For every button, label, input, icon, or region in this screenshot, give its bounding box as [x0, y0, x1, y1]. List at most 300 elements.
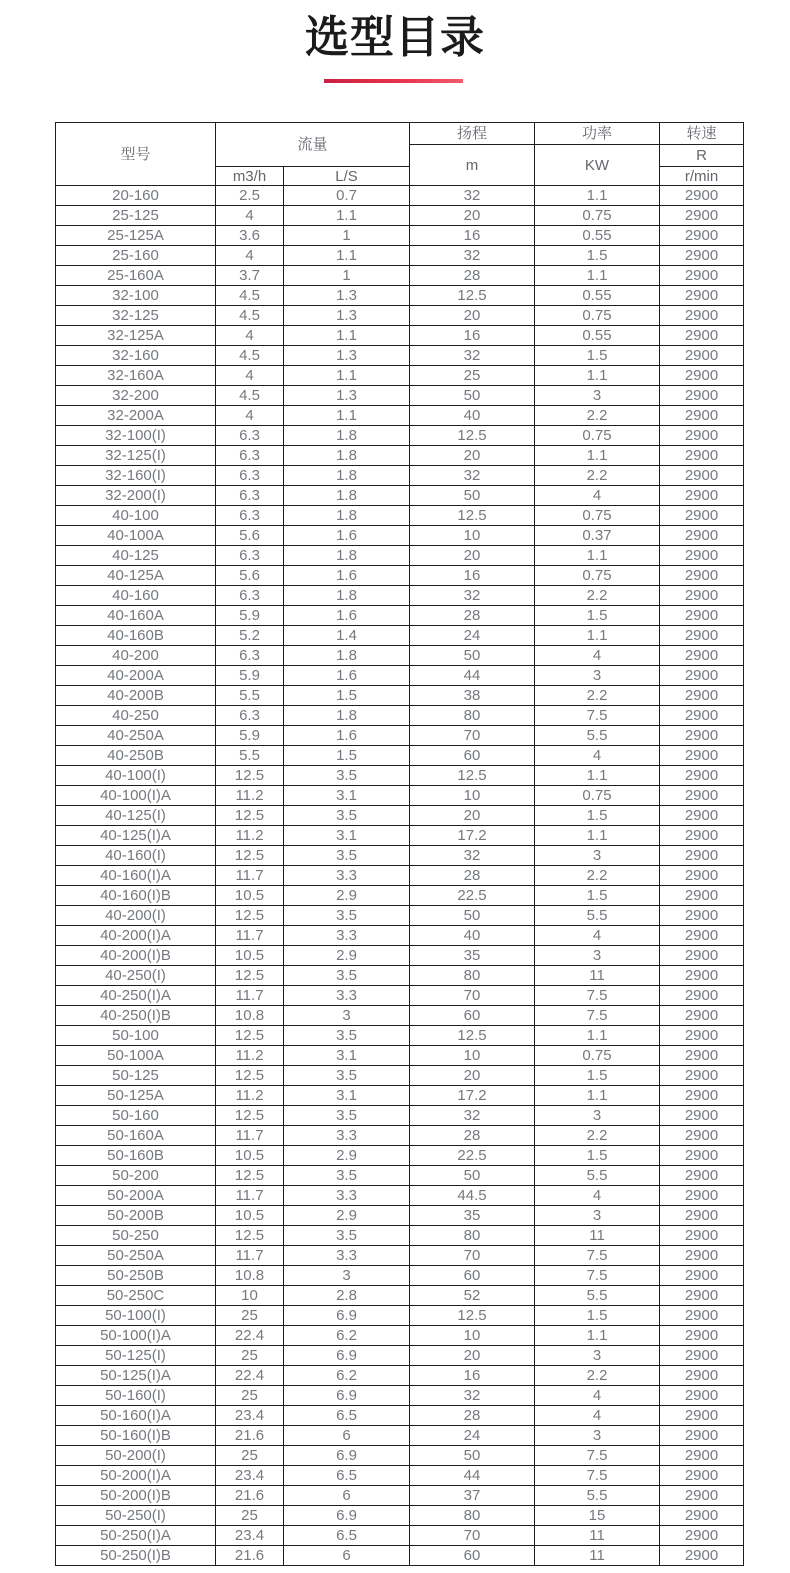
- table-row: [56, 1406, 744, 1426]
- cell-power_kw: 5.5: [535, 1166, 660, 1186]
- table-row: [56, 1086, 744, 1106]
- cell-power_kw: 1.1: [535, 826, 660, 846]
- table-row: [56, 926, 744, 946]
- cell-head_m: 17.2: [410, 1086, 535, 1106]
- cell-speed_rmin: 2900: [660, 1366, 744, 1386]
- cell-power_kw: 1.5: [535, 606, 660, 626]
- cell-speed_rmin: 2900: [660, 1206, 744, 1226]
- cell-head_m: 80: [410, 966, 535, 986]
- table-row: [56, 486, 744, 506]
- cell-speed_rmin: 2900: [660, 646, 744, 666]
- cell-power_kw: 4: [535, 646, 660, 666]
- cell-power_kw: 2.2: [535, 586, 660, 606]
- header-head-unit: m: [410, 145, 535, 186]
- header-speed-unit-rmin: r/min: [660, 167, 744, 186]
- cell-head_m: 32: [410, 246, 535, 266]
- cell-model: 40-250(I): [56, 966, 216, 986]
- cell-power_kw: 5.5: [535, 906, 660, 926]
- cell-flow_ls: 3.1: [284, 786, 410, 806]
- cell-model: 40-250: [56, 706, 216, 726]
- cell-flow_ls: 1.6: [284, 566, 410, 586]
- cell-speed_rmin: 2900: [660, 1086, 744, 1106]
- cell-speed_rmin: 2900: [660, 766, 744, 786]
- cell-power_kw: 1.1: [535, 1326, 660, 1346]
- table-row: [56, 946, 744, 966]
- cell-speed_rmin: 2900: [660, 1226, 744, 1246]
- cell-model: 50-250(I)B: [56, 1546, 216, 1566]
- cell-flow_ls: 1.1: [284, 406, 410, 426]
- cell-flow_m3h: 10.5: [216, 1206, 284, 1226]
- cell-head_m: 12.5: [410, 506, 535, 526]
- cell-flow_m3h: 11.7: [216, 986, 284, 1006]
- cell-flow_m3h: 4.5: [216, 386, 284, 406]
- table-row: [56, 726, 744, 746]
- cell-flow_ls: 6.9: [284, 1446, 410, 1466]
- cell-head_m: 44: [410, 666, 535, 686]
- table-row: [56, 286, 744, 306]
- cell-head_m: 70: [410, 1526, 535, 1546]
- cell-flow_m3h: 5.5: [216, 686, 284, 706]
- cell-power_kw: 0.75: [535, 426, 660, 446]
- cell-power_kw: 0.75: [535, 506, 660, 526]
- cell-flow_m3h: 10: [216, 1286, 284, 1306]
- cell-model: 40-250(I)B: [56, 1006, 216, 1026]
- cell-head_m: 16: [410, 226, 535, 246]
- cell-head_m: 38: [410, 686, 535, 706]
- cell-flow_m3h: 11.7: [216, 1126, 284, 1146]
- cell-head_m: 28: [410, 866, 535, 886]
- cell-model: 50-200: [56, 1166, 216, 1186]
- cell-flow_ls: 3.5: [284, 1026, 410, 1046]
- cell-power_kw: 1.5: [535, 1146, 660, 1166]
- cell-flow_ls: 1: [284, 226, 410, 246]
- cell-power_kw: 2.2: [535, 686, 660, 706]
- table-row: [56, 246, 744, 266]
- cell-flow_m3h: 10.5: [216, 946, 284, 966]
- cell-model: 25-125: [56, 206, 216, 226]
- cell-model: 40-100(I)A: [56, 786, 216, 806]
- cell-head_m: 24: [410, 1426, 535, 1446]
- cell-power_kw: 1.5: [535, 1066, 660, 1086]
- cell-head_m: 52: [410, 1286, 535, 1306]
- cell-power_kw: 3: [535, 946, 660, 966]
- cell-flow_ls: 6: [284, 1546, 410, 1566]
- cell-speed_rmin: 2900: [660, 266, 744, 286]
- cell-flow_ls: 6: [284, 1486, 410, 1506]
- cell-model: 50-250(I)A: [56, 1526, 216, 1546]
- cell-flow_m3h: 25: [216, 1386, 284, 1406]
- cell-flow_ls: 2.9: [284, 1146, 410, 1166]
- table-row: [56, 686, 744, 706]
- table-row: [56, 526, 744, 546]
- cell-speed_rmin: 2900: [660, 1186, 744, 1206]
- cell-speed_rmin: 2900: [660, 366, 744, 386]
- cell-flow_ls: 1.3: [284, 286, 410, 306]
- cell-model: 32-160(I): [56, 466, 216, 486]
- cell-model: 25-160A: [56, 266, 216, 286]
- cell-model: 50-250C: [56, 1286, 216, 1306]
- cell-model: 40-200(I)A: [56, 926, 216, 946]
- cell-model: 32-200(I): [56, 486, 216, 506]
- cell-head_m: 32: [410, 186, 535, 206]
- cell-head_m: 20: [410, 306, 535, 326]
- cell-flow_ls: 6.5: [284, 1466, 410, 1486]
- cell-head_m: 50: [410, 1166, 535, 1186]
- cell-flow_m3h: 4: [216, 206, 284, 226]
- cell-power_kw: 1.1: [535, 546, 660, 566]
- table-row: [56, 1126, 744, 1146]
- cell-power_kw: 1.5: [535, 246, 660, 266]
- cell-model: 20-160: [56, 186, 216, 206]
- cell-flow_m3h: 4.5: [216, 286, 284, 306]
- cell-flow_ls: 3.5: [284, 806, 410, 826]
- table-row: [56, 426, 744, 446]
- cell-speed_rmin: 2900: [660, 1166, 744, 1186]
- cell-head_m: 32: [410, 346, 535, 366]
- table-row: [56, 566, 744, 586]
- cell-flow_m3h: 11.2: [216, 1046, 284, 1066]
- cell-speed_rmin: 2900: [660, 286, 744, 306]
- cell-speed_rmin: 2900: [660, 786, 744, 806]
- cell-power_kw: 1.1: [535, 1086, 660, 1106]
- table-row: [56, 1026, 744, 1046]
- cell-model: 50-200(I): [56, 1446, 216, 1466]
- cell-power_kw: 1.1: [535, 366, 660, 386]
- cell-speed_rmin: 2900: [660, 506, 744, 526]
- cell-power_kw: 7.5: [535, 1266, 660, 1286]
- cell-model: 32-160A: [56, 366, 216, 386]
- cell-power_kw: 7.5: [535, 1446, 660, 1466]
- cell-head_m: 37: [410, 1486, 535, 1506]
- table-row: [56, 706, 744, 726]
- cell-flow_m3h: 25: [216, 1506, 284, 1526]
- table-row: [56, 466, 744, 486]
- cell-flow_ls: 1.8: [284, 586, 410, 606]
- table-row: [56, 626, 744, 646]
- cell-head_m: 80: [410, 706, 535, 726]
- cell-model: 40-250A: [56, 726, 216, 746]
- cell-power_kw: 3: [535, 1206, 660, 1226]
- cell-power_kw: 3: [535, 1346, 660, 1366]
- cell-flow_m3h: 11.2: [216, 786, 284, 806]
- header-power: 功率: [535, 123, 660, 145]
- cell-flow_ls: 1.1: [284, 206, 410, 226]
- cell-speed_rmin: 2900: [660, 206, 744, 226]
- cell-head_m: 16: [410, 1366, 535, 1386]
- cell-model: 50-160: [56, 1106, 216, 1126]
- cell-model: 40-160(I): [56, 846, 216, 866]
- cell-flow_m3h: 10.8: [216, 1266, 284, 1286]
- cell-head_m: 60: [410, 1546, 535, 1566]
- cell-power_kw: 1.1: [535, 626, 660, 646]
- cell-head_m: 32: [410, 1386, 535, 1406]
- cell-head_m: 22.5: [410, 1146, 535, 1166]
- cell-head_m: 20: [410, 806, 535, 826]
- table-row: [56, 1146, 744, 1166]
- cell-head_m: 20: [410, 1066, 535, 1086]
- cell-speed_rmin: 2900: [660, 486, 744, 506]
- cell-model: 50-160(I)B: [56, 1426, 216, 1446]
- table-row: [56, 1346, 744, 1366]
- cell-flow_ls: 3.5: [284, 1066, 410, 1086]
- cell-flow_ls: 6.9: [284, 1306, 410, 1326]
- cell-flow_ls: 1.5: [284, 686, 410, 706]
- cell-flow_m3h: 10.5: [216, 886, 284, 906]
- cell-flow_ls: 3.1: [284, 826, 410, 846]
- cell-power_kw: 11: [535, 966, 660, 986]
- table-row: [56, 1506, 744, 1526]
- header-power-unit: KW: [535, 145, 660, 186]
- cell-model: 40-100A: [56, 526, 216, 546]
- cell-model: 32-125(I): [56, 446, 216, 466]
- cell-model: 50-160A: [56, 1126, 216, 1146]
- cell-power_kw: 0.75: [535, 206, 660, 226]
- cell-flow_m3h: 4: [216, 246, 284, 266]
- cell-speed_rmin: 2900: [660, 1126, 744, 1146]
- cell-speed_rmin: 2900: [660, 966, 744, 986]
- cell-head_m: 16: [410, 326, 535, 346]
- table-row: [56, 1426, 744, 1446]
- cell-head_m: 12.5: [410, 1306, 535, 1326]
- cell-speed_rmin: 2900: [660, 1246, 744, 1266]
- cell-flow_ls: 3: [284, 1266, 410, 1286]
- cell-power_kw: 7.5: [535, 1246, 660, 1266]
- cell-flow_m3h: 11.7: [216, 866, 284, 886]
- table-row: [56, 1366, 744, 1386]
- table-row: [56, 1006, 744, 1026]
- cell-flow_ls: 3.5: [284, 1106, 410, 1126]
- catalog-page: [0, 14, 790, 1566]
- cell-flow_m3h: 5.9: [216, 606, 284, 626]
- cell-model: 40-200: [56, 646, 216, 666]
- cell-speed_rmin: 2900: [660, 246, 744, 266]
- cell-power_kw: 3: [535, 846, 660, 866]
- cell-flow_m3h: 6.3: [216, 486, 284, 506]
- cell-head_m: 12.5: [410, 1026, 535, 1046]
- cell-model: 50-100A: [56, 1046, 216, 1066]
- cell-flow_m3h: 22.4: [216, 1326, 284, 1346]
- cell-head_m: 20: [410, 206, 535, 226]
- cell-head_m: 16: [410, 566, 535, 586]
- cell-flow_m3h: 12.5: [216, 806, 284, 826]
- cell-head_m: 32: [410, 466, 535, 486]
- cell-flow_ls: 3.5: [284, 846, 410, 866]
- cell-model: 40-125(I)A: [56, 826, 216, 846]
- cell-flow_m3h: 6.3: [216, 446, 284, 466]
- cell-flow_ls: 3.3: [284, 1186, 410, 1206]
- cell-flow_ls: 3.3: [284, 986, 410, 1006]
- cell-speed_rmin: 2900: [660, 526, 744, 546]
- cell-head_m: 20: [410, 546, 535, 566]
- cell-model: 32-200: [56, 386, 216, 406]
- cell-power_kw: 4: [535, 1406, 660, 1426]
- table-row: [56, 1206, 744, 1226]
- cell-flow_ls: 6: [284, 1426, 410, 1446]
- table-row: [56, 646, 744, 666]
- cell-speed_rmin: 2900: [660, 386, 744, 406]
- cell-flow_m3h: 6.3: [216, 466, 284, 486]
- cell-flow_ls: 1.5: [284, 746, 410, 766]
- cell-power_kw: 2.2: [535, 466, 660, 486]
- cell-flow_m3h: 12.5: [216, 846, 284, 866]
- cell-speed_rmin: 2900: [660, 866, 744, 886]
- cell-head_m: 50: [410, 646, 535, 666]
- cell-flow_m3h: 21.6: [216, 1546, 284, 1566]
- header-model: 型号: [56, 123, 216, 186]
- cell-head_m: 50: [410, 1446, 535, 1466]
- cell-head_m: 40: [410, 926, 535, 946]
- cell-model: 50-160(I)A: [56, 1406, 216, 1426]
- cell-flow_m3h: 11.7: [216, 926, 284, 946]
- cell-model: 40-160B: [56, 626, 216, 646]
- cell-flow_ls: 1.8: [284, 506, 410, 526]
- cell-speed_rmin: 2900: [660, 1146, 744, 1166]
- cell-flow_m3h: 11.7: [216, 1186, 284, 1206]
- cell-flow_ls: 1.8: [284, 546, 410, 566]
- cell-power_kw: 0.55: [535, 326, 660, 346]
- cell-flow_m3h: 5.2: [216, 626, 284, 646]
- cell-flow_ls: 3.3: [284, 1246, 410, 1266]
- table-row: [56, 826, 744, 846]
- cell-head_m: 10: [410, 786, 535, 806]
- cell-model: 40-160(I)A: [56, 866, 216, 886]
- cell-model: 32-125A: [56, 326, 216, 346]
- cell-power_kw: 7.5: [535, 1466, 660, 1486]
- cell-flow_m3h: 10.5: [216, 1146, 284, 1166]
- cell-flow_m3h: 12.5: [216, 766, 284, 786]
- cell-speed_rmin: 2900: [660, 326, 744, 346]
- cell-flow_ls: 1.8: [284, 646, 410, 666]
- cell-flow_m3h: 6.3: [216, 426, 284, 446]
- cell-flow_ls: 2.9: [284, 886, 410, 906]
- cell-head_m: 50: [410, 386, 535, 406]
- table-row: [56, 306, 744, 326]
- cell-power_kw: 0.75: [535, 1046, 660, 1066]
- cell-flow_ls: 3.3: [284, 866, 410, 886]
- cell-model: 40-125A: [56, 566, 216, 586]
- cell-model: 50-125: [56, 1066, 216, 1086]
- cell-power_kw: 1.1: [535, 186, 660, 206]
- cell-flow_ls: 6.5: [284, 1526, 410, 1546]
- cell-head_m: 12.5: [410, 766, 535, 786]
- cell-head_m: 28: [410, 1406, 535, 1426]
- table-row: [56, 766, 744, 786]
- cell-flow_ls: 3.1: [284, 1046, 410, 1066]
- cell-head_m: 32: [410, 586, 535, 606]
- cell-flow_ls: 3: [284, 1006, 410, 1026]
- table-row: [56, 366, 744, 386]
- table-row: [56, 1266, 744, 1286]
- table-row: [56, 1226, 744, 1246]
- cell-speed_rmin: 2900: [660, 886, 744, 906]
- cell-speed_rmin: 2900: [660, 1306, 744, 1326]
- cell-speed_rmin: 2900: [660, 466, 744, 486]
- cell-power_kw: 0.75: [535, 786, 660, 806]
- table-row: [56, 606, 744, 626]
- cell-flow_ls: 3.5: [284, 766, 410, 786]
- table-row: [56, 386, 744, 406]
- cell-head_m: 70: [410, 1246, 535, 1266]
- cell-head_m: 10: [410, 526, 535, 546]
- cell-speed_rmin: 2900: [660, 546, 744, 566]
- cell-flow_m3h: 21.6: [216, 1486, 284, 1506]
- cell-flow_ls: 1.8: [284, 466, 410, 486]
- cell-head_m: 60: [410, 746, 535, 766]
- cell-head_m: 10: [410, 1046, 535, 1066]
- cell-model: 50-100: [56, 1026, 216, 1046]
- cell-flow_m3h: 3.6: [216, 226, 284, 246]
- table-row: [56, 1286, 744, 1306]
- cell-speed_rmin: 2900: [660, 1546, 744, 1566]
- cell-model: 50-250(I): [56, 1506, 216, 1526]
- cell-head_m: 80: [410, 1226, 535, 1246]
- header-flow: 流量: [216, 123, 410, 167]
- cell-speed_rmin: 2900: [660, 906, 744, 926]
- cell-flow_m3h: 5.6: [216, 526, 284, 546]
- cell-speed_rmin: 2900: [660, 686, 744, 706]
- table-row: [56, 586, 744, 606]
- cell-speed_rmin: 2900: [660, 406, 744, 426]
- cell-power_kw: 7.5: [535, 706, 660, 726]
- table-row: [56, 206, 744, 226]
- cell-power_kw: 4: [535, 1386, 660, 1406]
- cell-power_kw: 2.2: [535, 1126, 660, 1146]
- cell-head_m: 32: [410, 1106, 535, 1126]
- table-row: [56, 1046, 744, 1066]
- cell-power_kw: 3: [535, 666, 660, 686]
- table-row: [56, 886, 744, 906]
- table-row: [56, 506, 744, 526]
- cell-flow_m3h: 22.4: [216, 1366, 284, 1386]
- cell-flow_ls: 1.1: [284, 366, 410, 386]
- cell-head_m: 22.5: [410, 886, 535, 906]
- cell-power_kw: 7.5: [535, 986, 660, 1006]
- cell-head_m: 24: [410, 626, 535, 646]
- cell-power_kw: 5.5: [535, 1486, 660, 1506]
- cell-flow_m3h: 12.5: [216, 1166, 284, 1186]
- cell-flow_m3h: 11.2: [216, 1086, 284, 1106]
- header-flow-ls: L/S: [284, 167, 410, 186]
- header-row-1: [56, 123, 744, 145]
- cell-model: 40-160(I)B: [56, 886, 216, 906]
- cell-head_m: 35: [410, 1206, 535, 1226]
- table-row: [56, 966, 744, 986]
- cell-flow_ls: 2.9: [284, 1206, 410, 1226]
- cell-flow_ls: 6.9: [284, 1506, 410, 1526]
- cell-flow_ls: 1.1: [284, 326, 410, 346]
- table-row: [56, 906, 744, 926]
- cell-power_kw: 0.37: [535, 526, 660, 546]
- cell-speed_rmin: 2900: [660, 1346, 744, 1366]
- cell-power_kw: 2.2: [535, 1366, 660, 1386]
- table-row: [56, 1066, 744, 1086]
- cell-speed_rmin: 2900: [660, 1026, 744, 1046]
- cell-power_kw: 2.2: [535, 866, 660, 886]
- cell-head_m: 35: [410, 946, 535, 966]
- cell-flow_m3h: 6.3: [216, 586, 284, 606]
- cell-flow_ls: 6.2: [284, 1366, 410, 1386]
- cell-head_m: 60: [410, 1266, 535, 1286]
- cell-flow_m3h: 23.4: [216, 1406, 284, 1426]
- cell-flow_m3h: 12.5: [216, 1066, 284, 1086]
- cell-speed_rmin: 2900: [660, 926, 744, 946]
- cell-flow_ls: 0.7: [284, 186, 410, 206]
- cell-head_m: 28: [410, 1126, 535, 1146]
- cell-speed_rmin: 2900: [660, 986, 744, 1006]
- cell-flow_m3h: 4.5: [216, 306, 284, 326]
- cell-flow_ls: 6.2: [284, 1326, 410, 1346]
- cell-speed_rmin: 2900: [660, 306, 744, 326]
